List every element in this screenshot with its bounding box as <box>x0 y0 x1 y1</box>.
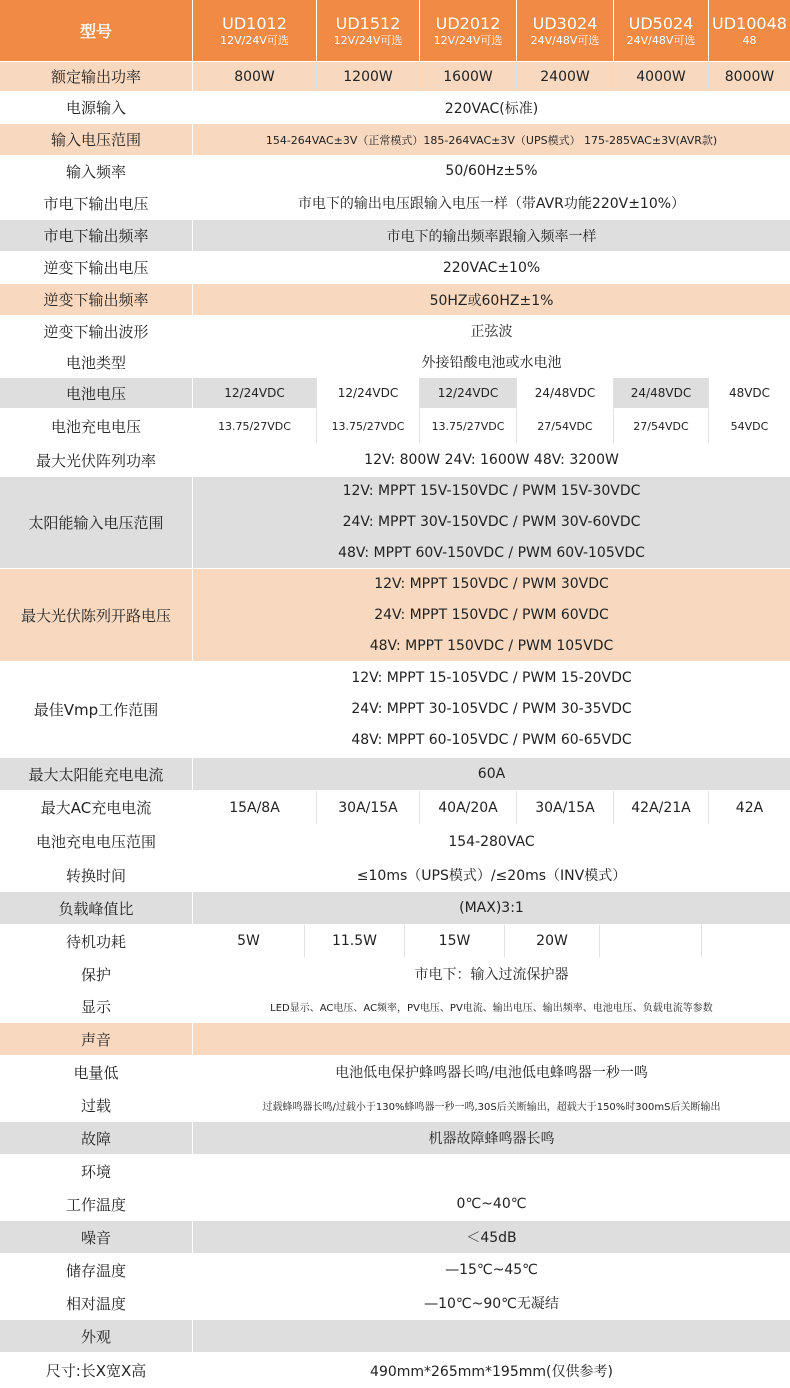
row-value: 50/60Hz±5% <box>445 163 538 179</box>
row-label: 电池充电电压范围 <box>0 825 193 858</box>
row-standby-power <box>0 925 790 958</box>
row-value: 电池低电保护蜂鸣器长鸣/电池低电蜂鸣器一秒一鸣 <box>335 1065 648 1081</box>
model-sub: 12V/24V可选 <box>220 33 289 47</box>
row-max-pv-power <box>0 444 790 477</box>
row-label: 电池充电电压 <box>0 409 193 443</box>
row-operating-temperature <box>0 1188 790 1221</box>
row-label: 电量低 <box>0 1056 193 1088</box>
row-value: ≤10ms（UPS模式）/≤20ms（INV模式） <box>356 868 627 884</box>
value-line: 12V: MPPT 15V-150VDC / PWM 15V-30VDC <box>342 483 641 499</box>
value-cell: 8000W <box>724 68 775 85</box>
value-cell: 42A <box>735 799 764 816</box>
row-overload <box>0 1089 790 1122</box>
row-label: 待机功耗 <box>0 925 193 957</box>
row-inverter-output-voltage <box>0 252 790 284</box>
row-value: 机器故障蜂鸣器长鸣 <box>428 1131 555 1147</box>
row-value: 市电下：输入过流保护器 <box>414 967 569 983</box>
row-value <box>193 1023 790 1055</box>
value-cell: 13.75/27VDC <box>193 409 317 443</box>
model-col-5 <box>614 0 709 61</box>
model-name: UD1512 <box>335 13 401 33</box>
row-appearance <box>0 1320 790 1353</box>
model-col-1 <box>193 0 317 61</box>
row-label: 市电下输出电压 <box>0 187 193 219</box>
row-label: 输入频率 <box>0 156 193 186</box>
row-value: 154-264VAC±3V（正常模式）185-264VAC±3V（UPS模式） 175-285VAC±3V(AVR款) <box>265 133 718 147</box>
row-max-solar-charge-current <box>0 758 790 791</box>
value-cell: 48VDC <box>728 386 771 400</box>
value-line: 24V: MPPT 150VDC / PWM 60VDC <box>374 606 609 623</box>
row-sound <box>0 1023 790 1056</box>
row-value: —10℃~90℃无凝结 <box>424 1296 559 1312</box>
row-label: 尺寸:长X宽X高 <box>0 1353 193 1388</box>
row-label: 输入电压范围 <box>0 124 193 155</box>
row-label: 储存温度 <box>0 1254 193 1286</box>
row-max-pv-open-voltage <box>0 569 790 662</box>
row-value: —15℃~45℃ <box>445 1262 538 1278</box>
row-value: 外接铅酸电池或水电池 <box>421 355 562 371</box>
value-line: 12V: MPPT 150VDC / PWM 30VDC <box>374 575 609 592</box>
row-label: 转换时间 <box>0 859 193 891</box>
row-label: 工作温度 <box>0 1188 193 1220</box>
row-battery-voltage <box>0 378 790 409</box>
row-value: 12V: 800W 24V: 1600W 48V: 3200W <box>364 452 619 468</box>
row-input-frequency <box>0 156 790 187</box>
row-label: 环境 <box>0 1155 193 1187</box>
row-fault <box>0 1122 790 1155</box>
row-battery-charge-voltage-range <box>0 825 790 859</box>
row-mains-output-voltage <box>0 187 790 220</box>
value-cell: 12/24VDC <box>317 378 420 408</box>
row-inverter-waveform <box>0 316 790 347</box>
row-mains-output-frequency <box>0 220 790 252</box>
row-value: 220VAC(标准) <box>444 100 539 117</box>
row-value <box>193 569 790 661</box>
model-sub: 48 <box>742 33 757 47</box>
value-cell <box>702 925 790 957</box>
row-environment <box>0 1155 790 1188</box>
row-label: 最大太阳能充电电流 <box>0 758 193 790</box>
value-line: 48V: MPPT 60-105VDC / PWM 60-65VDC <box>351 732 632 748</box>
row-value: ＜45dB <box>466 1230 517 1246</box>
row-load-peak-ratio <box>0 892 790 925</box>
value-cell: 1600W <box>420 62 517 91</box>
value-cell: 1200W <box>317 62 420 91</box>
row-transfer-time <box>0 859 790 892</box>
row-value <box>193 1155 790 1187</box>
value-cell: 15W <box>405 925 505 957</box>
header-label: 型号 <box>0 0 193 61</box>
row-value <box>193 477 790 568</box>
row-value: 50HZ或60HZ±1% <box>429 292 554 309</box>
row-label: 外观 <box>0 1320 193 1352</box>
row-label: 电池电压 <box>0 378 193 408</box>
value-cell <box>600 925 702 957</box>
model-col-3 <box>420 0 517 61</box>
model-name: UD1012 <box>222 13 287 33</box>
row-value <box>193 1320 790 1352</box>
row-label: 太阳能输入电压范围 <box>0 477 193 568</box>
value-cell: 30A/15A <box>317 791 420 824</box>
row-label: 最大光伏陈列开路电压 <box>0 569 193 661</box>
row-value: 490mm*265mm*195mm(仅供参考) <box>370 1363 613 1380</box>
row-input-voltage-range <box>0 124 790 156</box>
row-max-ac-charge-current <box>0 791 790 825</box>
value-cell: 15A/8A <box>193 791 317 824</box>
row-inverter-output-frequency <box>0 284 790 316</box>
row-label: 过载 <box>0 1089 193 1121</box>
row-value: 154-280VAC <box>448 833 535 850</box>
row-battery-type <box>0 347 790 378</box>
value-cell: 27/54VDC <box>517 409 614 443</box>
row-value: 220VAC±10% <box>442 259 541 276</box>
row-label: 噪音 <box>0 1221 193 1253</box>
row-label: 逆变下输出频率 <box>0 284 193 315</box>
row-storage-temperature <box>0 1254 790 1287</box>
row-rated-power <box>0 62 790 92</box>
row-label: 电池类型 <box>0 347 193 377</box>
row-label: 故障 <box>0 1122 193 1154</box>
row-label: 保护 <box>0 958 193 990</box>
row-power-input <box>0 92 790 124</box>
row-value: 市电下的输出频率跟输入频率一样 <box>386 228 597 245</box>
row-label: 负载峰值比 <box>0 892 193 924</box>
row-label: 逆变下输出电压 <box>0 252 193 283</box>
model-sub: 24V/48V可选 <box>626 33 696 47</box>
row-display <box>0 991 790 1023</box>
row-low-battery <box>0 1056 790 1089</box>
row-value: 正弦波 <box>470 324 513 340</box>
row-protection <box>0 958 790 991</box>
value-line: 48V: MPPT 60V-150VDC / PWM 60V-105VDC <box>338 545 645 561</box>
row-value: 市电下的输出电压跟输入电压一样（带AVR功能220V±10%） <box>297 196 686 212</box>
row-relative-temperature <box>0 1287 790 1320</box>
model-name: UD2012 <box>435 13 501 33</box>
value-cell: 40A/20A <box>420 791 517 824</box>
value-cell: 13.75/27VDC <box>317 409 420 443</box>
row-label: 最大AC充电电流 <box>0 791 193 824</box>
row-best-vmp-range <box>0 662 790 758</box>
model-col-4 <box>517 0 614 61</box>
model-name: UD3024 <box>532 13 598 33</box>
value-cell: 27/54VDC <box>614 409 709 443</box>
model-sub: 24V/48V可选 <box>530 33 600 47</box>
model-name: UD5024 <box>628 13 694 33</box>
value-cell: 42A/21A <box>614 791 709 824</box>
model-sub: 12V/24V可选 <box>433 33 503 47</box>
value-cell: 12/24VDC <box>193 378 317 408</box>
row-label: 相对温度 <box>0 1287 193 1319</box>
value-line: 12V: MPPT 15-105VDC / PWM 15-20VDC <box>351 670 632 686</box>
value-cell: 4000W <box>614 62 709 91</box>
row-label: 最佳Vmp工作范围 <box>0 662 193 757</box>
row-battery-charge-voltage <box>0 409 790 444</box>
row-label: 市电下输出频率 <box>0 220 193 251</box>
value-line: 48V: MPPT 150VDC / PWM 105VDC <box>369 637 614 654</box>
value-cell: 20W <box>505 925 600 957</box>
value-cell: 54VDC <box>730 419 769 433</box>
value-cell: 13.75/27VDC <box>420 409 517 443</box>
value-cell: 24/48VDC <box>614 378 709 408</box>
row-value: 过载蜂鸣器长鸣/过载小于130%蜂鸣器一秒一鸣,30S后关断输出，超载大于150%时300mS后关断输出 <box>262 1101 721 1113</box>
value-line: 24V: MPPT 30V-150VDC / PWM 30V-60VDC <box>342 514 641 530</box>
value-cell: 11.5W <box>305 925 405 957</box>
value-cell: 5W <box>193 925 305 957</box>
row-noise <box>0 1221 790 1254</box>
row-label: 额定输出功率 <box>0 62 193 91</box>
value-cell: 800W <box>193 62 317 91</box>
value-cell: 12/24VDC <box>420 378 517 408</box>
row-label: 逆变下输出波形 <box>0 316 193 346</box>
row-value: LED显示、AC电压、AC频率，PV电压、PV电流、输出电压、输出频率、电池电压、负载电流等参数 <box>270 1003 713 1014</box>
row-value: 60A <box>477 766 506 782</box>
header-row <box>0 0 790 62</box>
row-label: 声音 <box>0 1023 193 1055</box>
value-line: 24V: MPPT 30-105VDC / PWM 30-35VDC <box>351 701 632 717</box>
row-dimensions <box>0 1353 790 1388</box>
row-value <box>193 662 790 757</box>
value-cell: 2400W <box>517 62 614 91</box>
model-sub: 12V/24V可选 <box>333 33 403 47</box>
row-label: 最大光伏阵列功率 <box>0 444 193 476</box>
value-cell: 24/48VDC <box>517 378 614 408</box>
row-label: 电源输入 <box>0 92 193 123</box>
row-value: (MAX)3:1 <box>459 900 524 916</box>
value-cell: 30A/15A <box>517 791 614 824</box>
row-label: 显示 <box>0 991 193 1022</box>
row-solar-input-range <box>0 477 790 569</box>
row-value: 0℃~40℃ <box>456 1196 527 1212</box>
model-name: UD10048 <box>712 13 787 33</box>
model-col-2 <box>317 0 420 61</box>
model-col-6 <box>709 0 790 61</box>
